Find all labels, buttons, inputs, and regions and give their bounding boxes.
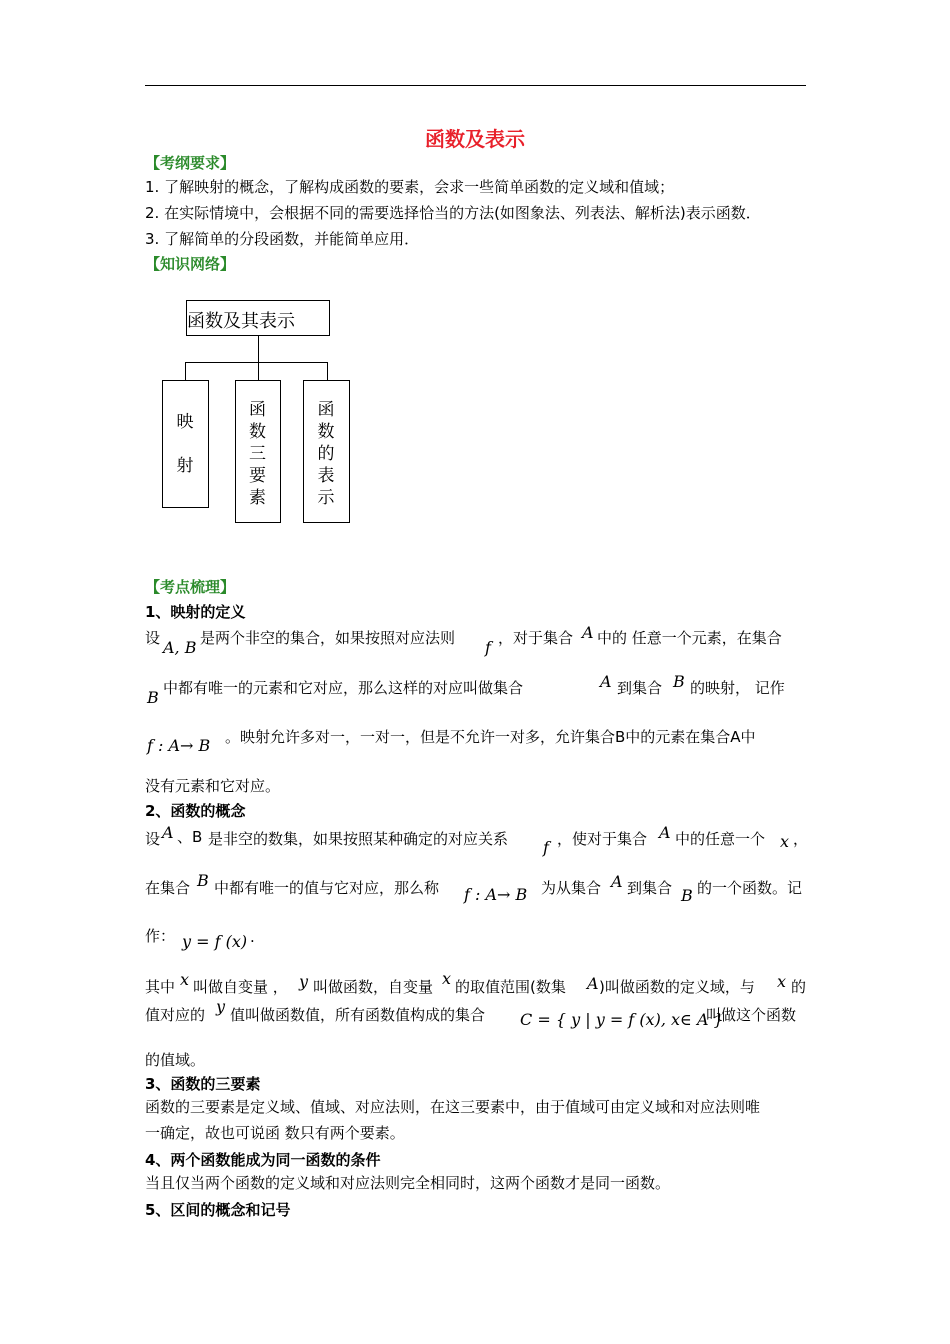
text: 其中 xyxy=(145,978,176,996)
math-f: f xyxy=(543,838,549,857)
text: 到集合 xyxy=(617,679,663,697)
text: 叫做自变量 ， xyxy=(193,978,288,996)
diagram-connector xyxy=(327,362,328,381)
math-A: A xyxy=(582,623,594,642)
math-y: y xyxy=(216,997,226,1016)
math-x: x xyxy=(442,969,452,988)
diagram-root-box xyxy=(186,300,330,336)
text: 的映射， 记作 xyxy=(690,679,785,697)
heading-function-concept: 2、函数的概念 xyxy=(145,802,246,820)
page-title: 函数及表示 xyxy=(425,127,525,151)
text: ，对于集合 xyxy=(498,629,574,647)
text: 值对应的 xyxy=(145,1006,206,1024)
text: 叫做这个函数 xyxy=(706,1006,797,1024)
math-y: y xyxy=(299,972,309,991)
text: 在集合 xyxy=(145,879,191,897)
diagram-root-label: 函数及其表示 xyxy=(187,311,295,332)
math-x: x xyxy=(777,972,787,991)
text: 的一个函数。记 xyxy=(697,879,803,897)
text: 。映射允许多对一，一对一，但是不允许一对多，允许集合B中的元素在集合A中 xyxy=(225,728,756,746)
header-rule xyxy=(145,85,806,86)
diagram-connector xyxy=(258,362,259,381)
text: 中的 任意一个元素，在集合 xyxy=(597,629,782,647)
diagram-child-representation xyxy=(303,380,350,523)
text: 值叫做函数值，所有函数值构成的集合 xyxy=(230,1006,486,1024)
math-y-equals-fx: y = f (x) xyxy=(182,932,248,951)
math-A: A xyxy=(587,974,599,993)
math-x: x xyxy=(780,832,790,851)
math-mapping: f : A→ B xyxy=(147,736,211,755)
math-B: B xyxy=(147,688,159,707)
text: )叫做函数的定义域，与 xyxy=(599,978,755,996)
heading-mapping-definition: 1、映射的定义 xyxy=(145,603,246,621)
text: 当且仅当两个函数的定义域和对应法则完全相同时，这两个函数才是同一函数。 xyxy=(145,1174,671,1192)
section-zhishi: 【知识网络】 xyxy=(145,255,236,273)
requirement-1: 1. 了解映射的概念，了解构成函数的要素，会求一些简单函数的定义域和值域； xyxy=(145,178,675,196)
diagram-child-mapping-label: 映 射 xyxy=(176,412,194,476)
text: 叫做函数，自变量 xyxy=(313,978,434,996)
diagram-branch-line xyxy=(185,362,327,363)
text: 作： xyxy=(145,927,176,945)
heading-same-function: 4、两个函数能成为同一函数的条件 xyxy=(145,1151,381,1169)
text: 到集合 xyxy=(627,879,673,897)
math-B: B xyxy=(197,871,209,890)
text: 的值域。 xyxy=(145,1051,206,1069)
math-B: B xyxy=(673,672,685,691)
text: 函数的三要素是定义域、值域、对应法则，在这三要素中，由于值域可由定义域和对应法则唯 xyxy=(145,1098,761,1116)
text: 一确定，故也可说函 数只有两个要素。 xyxy=(145,1124,405,1142)
diagram-child-three-elements-label: 函 数 三 要 素 xyxy=(249,400,266,508)
text: 为从集合 xyxy=(541,879,602,897)
diagram-connector xyxy=(185,362,186,381)
math-B: B xyxy=(681,886,693,905)
requirement-3: 3. 了解简单的分段函数，并能简单应用． xyxy=(145,230,420,248)
math-f: f xyxy=(485,638,491,657)
text: 是非空的数集，如果按照某种确定的对应关系 xyxy=(208,830,509,848)
math-x: x xyxy=(180,970,190,989)
text: 中都有唯一的元素和它对应，那么这样的对应叫做集合 xyxy=(163,679,524,697)
math-A: A xyxy=(659,823,671,842)
text: 的 xyxy=(791,978,807,996)
text: 中都有唯一的值与它对应，那么称 xyxy=(214,879,440,897)
text: 、B xyxy=(177,828,203,846)
section-kaogang: 【考纲要求】 xyxy=(145,154,236,172)
text: 是两个非空的集合，如果按照对应法则 xyxy=(200,629,456,647)
text: 中的任意一个 xyxy=(675,830,766,848)
math-A: A xyxy=(600,672,612,691)
diagram-child-mapping xyxy=(162,380,209,508)
text: . xyxy=(250,928,255,946)
text: ，使对于集合 xyxy=(557,830,648,848)
text: 的取值范围(数集 xyxy=(455,978,566,996)
math-mapping: f : A→ B xyxy=(464,885,528,904)
text: 没有元素和它对应。 xyxy=(145,777,281,795)
math-range-set: C = { y | y = f (x), x∈ A } xyxy=(520,1010,724,1029)
math-A: A xyxy=(611,872,623,891)
math-A: A xyxy=(162,823,174,842)
text: ， xyxy=(793,830,809,848)
heading-interval: 5、区间的概念和记号 xyxy=(145,1201,291,1219)
diagram-child-representation-label: 函 数 的 表 示 xyxy=(317,400,335,508)
diagram-connector xyxy=(258,336,259,362)
text: 设 xyxy=(145,629,161,647)
math-AB: A, B xyxy=(163,638,197,657)
section-kaodian: 【考点梳理】 xyxy=(145,578,236,596)
text: 设 xyxy=(145,830,161,848)
heading-three-elements: 3、函数的三要素 xyxy=(145,1075,261,1093)
requirement-2: 2. 在实际情境中，会根据不同的需要选择恰当的方法(如图象法、列表法、解析法)表示函数． xyxy=(145,204,761,222)
diagram-child-three-elements xyxy=(235,380,281,523)
